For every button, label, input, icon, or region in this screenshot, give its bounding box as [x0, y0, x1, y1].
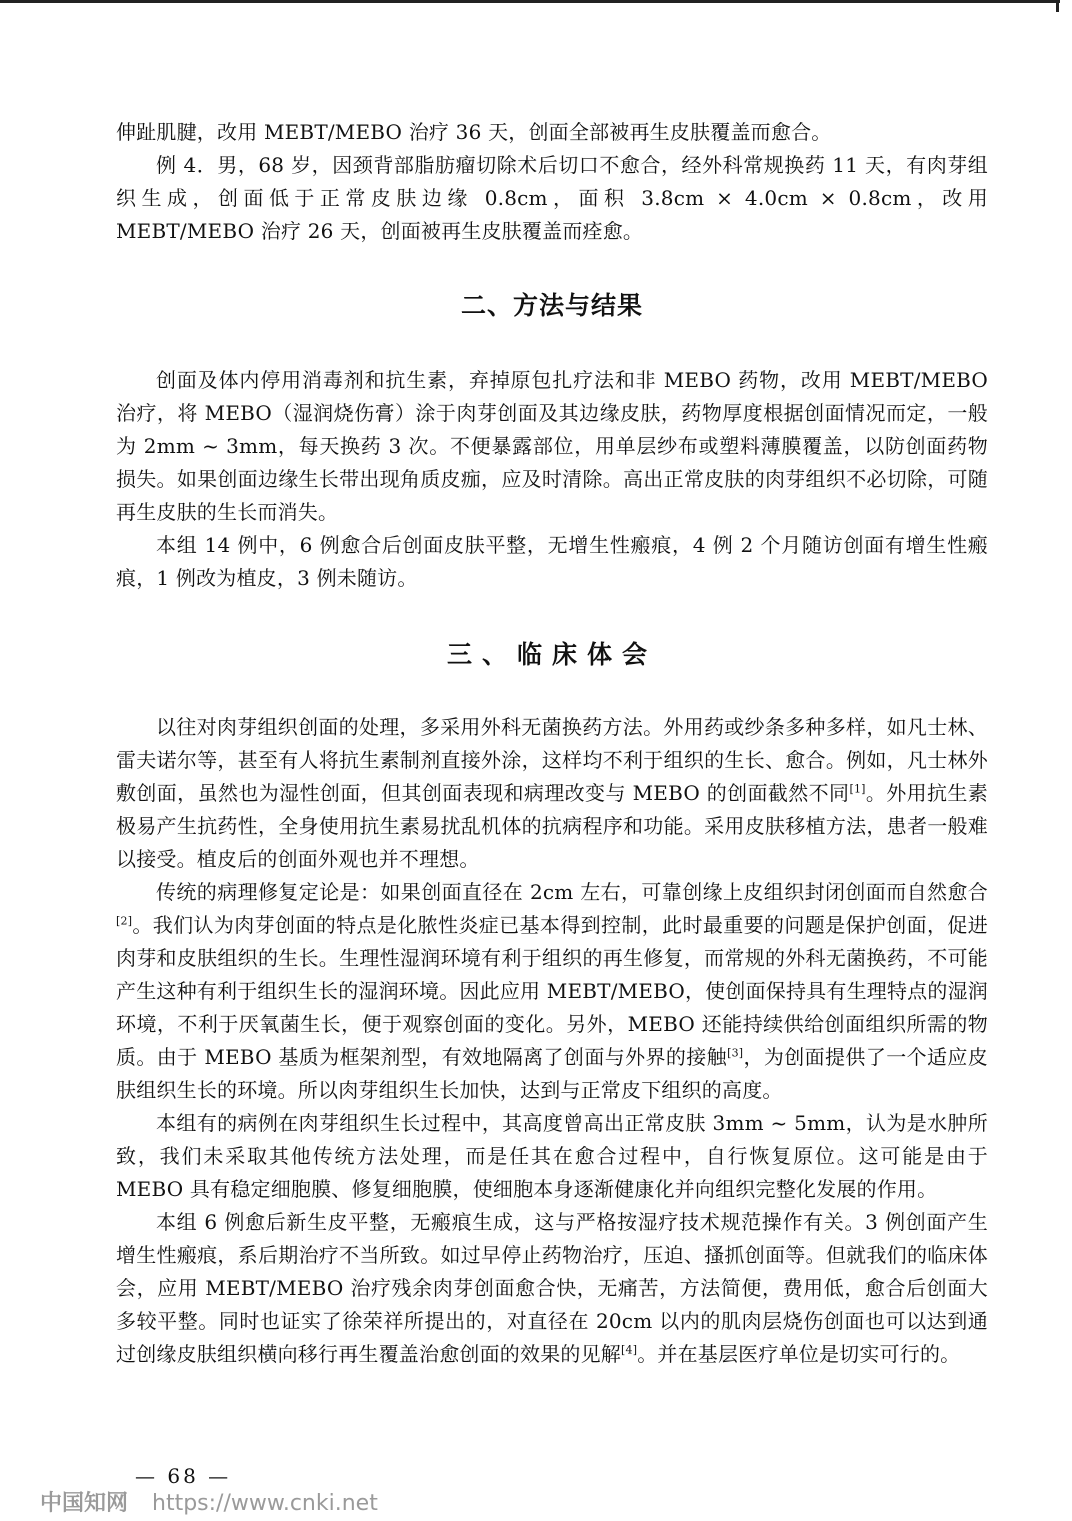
section-heading-methods: 二、方法与结果 — [460, 291, 643, 320]
page-number: — 68 — — [135, 1464, 232, 1488]
paragraph-clinical-3 — [116, 1107, 988, 1206]
paragraph-results — [116, 529, 988, 595]
cnki-logo: 中国知网 — [40, 1491, 129, 1516]
paragraph-clinical-2 — [116, 876, 988, 1107]
paragraph-text: 以往对肉芽组织创面的处理，多采用外科无菌换药方法。外用药或纱条多种多样，如凡士林、雷夫诺尔等，甚至有人将抗生素制剂直接外涂，这样均不利于组织的生长、愈合。例如，凡士林外敷创面，虽然也为湿性创面，但其创面表现和病理改变与 MEBO 的创面截然不同 — [116, 715, 988, 805]
paragraph-text-after: 。我们认为肉芽创面的特点是化脓性炎症已基本得到控制，此时最重要的问题是保护创面，促进肉芽和皮肤组织的生长。生理性湿润环境有利于组织的再生修复，而常规的外科无菌换药，不可能产生这种有利于组织生长的湿润环境。因此应用 MEBT/MEBO，使创面保持具有生理特点的湿润环境，不利于厌氧菌生长，便于观察创面的变化。另外，MEBO 还能持续供给创面组织所需的物质。由于 MEBO 基质为框架剂型，有效地隔离了创面与外界的接触 — [116, 913, 988, 1069]
paragraph-case3-continued — [116, 116, 988, 149]
paragraph-text: 伸趾肌腱，改用 MEBT/MEBO 治疗 36 天，创面全部被再生皮肤覆盖而愈合。 — [116, 120, 832, 144]
paragraph-text-after: 。并在基层医疗单位是切实可行的。 — [637, 1342, 961, 1366]
citation-ref: [4] — [621, 1343, 638, 1357]
section-heading-clinical: 三、临床体会 — [446, 640, 657, 669]
top-border-rule — [0, 0, 1060, 3]
paragraph-clinical-4 — [116, 1206, 988, 1371]
citation-ref: [3] — [727, 1046, 744, 1060]
cnki-watermark — [40, 1486, 378, 1517]
paragraph-text: 本组 6 例愈后新生皮平整，无瘢痕生成，这与严格按湿疗技术规范操作有关。3 例创面产生增生性瘢痕，系后期治疗不当所致。如过早停止药物治疗，压迫、搔抓创面等。但就我们的临床体会，应用 MEBT/MEBO 治疗残余肉芽创面愈合快，无痛苦，方法简便，费用低，愈合后创面大多较平整。同时也证实了徐荣祥所提出的，对直径在 20cm 以内的肌肉层烧伤创面也可以达到通过创缘皮肤组织横向移行再生覆盖治愈创面的效果的见解 — [116, 1210, 988, 1366]
paragraph-text-after: 。外用抗生素极易产生抗药性，全身使用抗生素易扰乱机体的抗病程序和功能。采用皮肤移植方法，患者一般难以接受。植皮后的创面外观也并不理想。 — [116, 781, 989, 871]
citation-ref: [1] — [849, 782, 866, 796]
paragraph-clinical-1 — [116, 711, 988, 876]
paragraph-text: 本组 14 例中，6 例愈合后创面皮肤平整，无增生性瘢痕，4 例 2 个月随访创面有增生性瘢痕，1 例改为植皮，3 例未随访。 — [116, 533, 988, 590]
paragraph-text-after: ，为创面提供了一个适应皮肤组织生长的环境。所以肉芽组织生长加快，达到与正常皮下组织的高度。 — [116, 1045, 988, 1102]
paragraph-text: 本组有的病例在肉芽组织生长过程中，其高度曾高出正常皮肤 3mm ~ 5mm，认为是水肿所致，我们未采取其他传统方法处理，而是任其在愈合过程中，自行恢复原位。这可能是由于 MEBO 具有稳定细胞膜、修复细胞膜，使细胞本身逐渐健康化并向组织完整化发展的作用。 — [116, 1111, 988, 1201]
paragraph-text: 传统的病理修复定论是：如果创面直径在 2cm 左右，可靠创缘上皮组织封闭创面而自然愈合 — [156, 880, 988, 904]
citation-ref: [2] — [116, 914, 133, 928]
top-corner-mark — [1056, 0, 1059, 12]
paragraph-text: 例 4．男，68 岁，因颈背部脂肪瘤切除术后切口不愈合，经外科常规换药 11 天，有肉芽组织生成，创面低于正常皮肤边缘 0.8cm，面积 3.8cm × 4.0cm × 0.8cm，改用 MEBT/MEBO 治疗 26 天，创面被再生皮肤覆盖而痊愈。 — [116, 153, 988, 243]
paragraph-methods — [116, 364, 988, 529]
cnki-url: https://www.cnki.net — [152, 1491, 378, 1516]
paragraph-text: 创面及体内停用消毒剂和抗生素，弃掉原包扎疗法和非 MEBO 药物，改用 MEBT/MEBO 治疗，将 MEBO（湿润烧伤膏）涂于肉芽创面及其边缘皮肤，药物厚度根据创面情况而定，一般为 2mm ~ 3mm，每天换药 3 次。不便暴露部位，用单层纱布或塑料薄膜覆盖，以防创面药物损失。如果创面边缘生长带出现角质皮痂，应及时清除。高出正常皮肤的肉芽组织不必切除，可随再生皮肤的生长而消失。 — [116, 368, 988, 524]
paragraph-case4 — [116, 149, 988, 248]
article-body — [116, 116, 988, 1371]
